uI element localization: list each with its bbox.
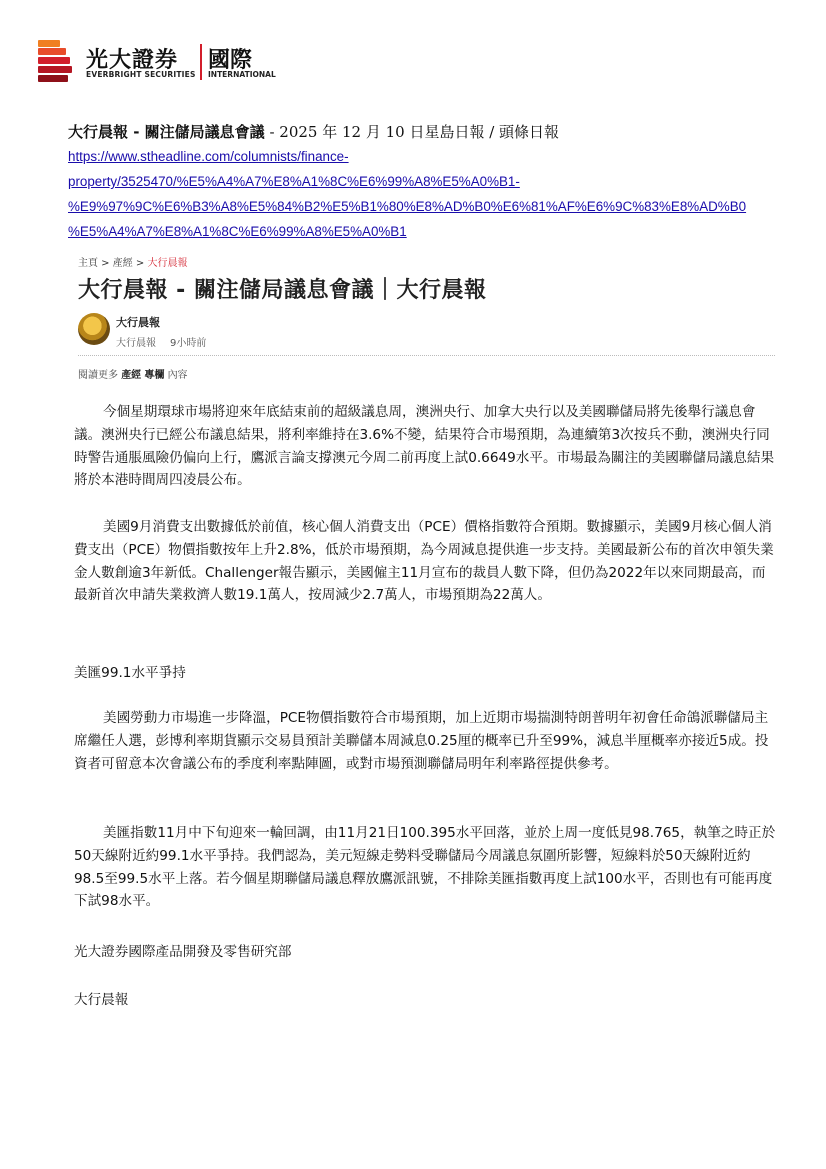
heading-title: 大行晨報 - 關注儲局議息會議 (68, 123, 265, 141)
article-title: 大行晨報 - 關注儲局議息會議｜大行晨報 (78, 278, 487, 303)
breadcrumb-section[interactable]: 產經 (112, 258, 133, 269)
author-column: 大行晨報 (116, 338, 156, 349)
article-paragraph: 美匯指數11月中下旬迎來一輪回調，由11月21日100.395水平回落，並於上周一度低見98.765，執筆之時正於50天線附近約99.1水平爭持。我們認為，美元短線走勢料受聯儲局今周議息氛圍所影響，短線料於50天線附近約98.5至99.5水平上落。若今個星期聯儲局議息釋放鷹派訊號，不排除美匯指數再度上試100水平，否則也有可能再度下試98水平。 (74, 825, 776, 910)
logo-bar (38, 57, 70, 64)
author-name[interactable]: 大行晨報 (116, 316, 160, 329)
breadcrumb-current[interactable]: 大行晨報 (147, 258, 188, 269)
column-signature: 大行晨報 (74, 992, 129, 1008)
divider (78, 355, 775, 356)
logo-bar (38, 48, 66, 55)
tag-link[interactable]: 產經 (121, 370, 142, 381)
article-paragraph: 美國9月消費支出數據低於前值，核心個人消費支出（PCE）價格指數符合預期。數據顯示，美國9月核心個人消費支出（PCE）物價指數按年上升2.8%，低於市場預期，為今周減息提供進一步支持。美國最新公布的首次申領失業金人數創逾3年新低。Challenger報告顯示，美國僱主11月宣布的裁員人數下降，但仍為2022年以來同期最高，而最新首次申請失業救濟人數19.1萬人，按周減少2.7萬人，市場預期為22萬人。 (74, 519, 774, 604)
read-more-tags (78, 366, 188, 381)
logo-bar (38, 66, 72, 73)
tag-link[interactable]: 專欄 (144, 370, 165, 381)
breadcrumb-home[interactable]: 主頁 (78, 258, 98, 269)
logo-bar (38, 40, 60, 47)
article-paragraph: 今個星期環球市場將迎來年底結束前的超級議息周，澳洲央行、加拿大央行以及美國聯儲局將先後舉行議息會議。澳洲央行已經公布議息結果，將利率維持在3.6%不變，結果符合市場預期，為連續第3次按兵不動，澳洲央行同時警告通脹風險仍偏向上行，鷹派言論支撐澳元今周二前再度上試0.6649水平。市場最為關注的美國聯儲局議息結果將於本港時間周四凌晨公布。 (74, 404, 775, 489)
article-paragraph: 美國勞動力市場進一步降溫，PCE物價指數符合市場預期，加上近期市場揣測特朗普明年初會任命鴿派聯儲局主席繼任人選，彭博利率期貨顯示交易員預計美聯儲本周減息0.25厘的概率已升至99%，減息半厘概率亦接近5成。投資者可留意本次會議公布的季度利率點陣圖，或對市場預測聯儲局明年利率路徑提供參考。 (74, 710, 769, 772)
source-url-line[interactable]: https://www.stheadline.com/columnists/finance- (68, 149, 349, 164)
logo-divider (200, 44, 202, 80)
section-heading: 美匯99.1水平爭持 (74, 665, 186, 681)
logo-bar (38, 75, 68, 82)
logo-english-subname: INTERNATIONAL (208, 70, 276, 79)
document-heading (68, 121, 559, 142)
source-url-line[interactable]: %E9%97%9C%E6%B3%A8%E5%84%B2%E5%B1%80%E8%AD%B0%E6%81%AF%E6%9C%83%E8%AD%B0 (68, 199, 747, 214)
source-url-line[interactable]: %E5%A4%A7%E8%A1%8C%E6%99%A8%E5%A0%B1 (68, 224, 407, 239)
read-more-prefix: 閱讀更多 (78, 370, 118, 381)
source-url-line[interactable]: property/3525470/%E5%A4%A7%E8%A1%8C%E6%99%A8%E5%A0%B1- (68, 174, 520, 189)
logo-chinese-name: 光大證券 (86, 48, 179, 73)
logo-chinese-subname: 國際 (208, 48, 253, 73)
breadcrumb: 主頁 > 產經 > 大行晨報 (78, 258, 188, 269)
publish-time: 9小時前 (170, 338, 207, 349)
everbright-logo-icon (38, 40, 72, 82)
author-avatar[interactable] (78, 313, 110, 345)
department-signature: 光大證券國際產品開發及零售研究部 (74, 944, 292, 960)
heading-source: - 2025 年 12 月 10 日星島日報 / 頭條日報 (264, 123, 560, 141)
article-meta (116, 334, 206, 349)
read-more-suffix: 內容 (167, 370, 188, 381)
logo-english-name: EVERBRIGHT SECURITIES (86, 70, 196, 79)
